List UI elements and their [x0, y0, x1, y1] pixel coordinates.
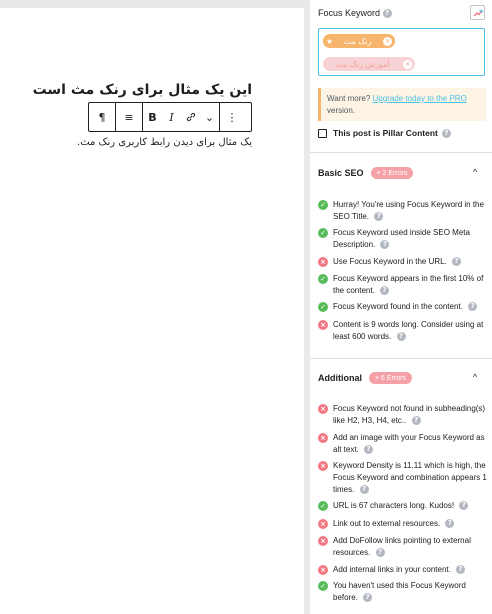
block-toolbar [88, 102, 252, 132]
check-item [318, 319, 490, 343]
focus-keyword-label: Focus Keyword [318, 8, 381, 18]
check-item-body [333, 199, 490, 223]
help-icon[interactable]: ? [456, 565, 465, 574]
link-icon[interactable] [181, 103, 200, 131]
help-icon[interactable]: ? [380, 286, 389, 295]
check-item-body [333, 319, 490, 343]
check-item [318, 273, 490, 297]
check-item-text: Use Focus Keyword in the URL. [333, 257, 447, 266]
post-title[interactable]: این یک مثال برای رنک مث است [32, 82, 252, 98]
error-count-badge: × 6 Errors [369, 372, 412, 384]
check-item-body [333, 564, 490, 576]
help-icon[interactable]: ? [452, 257, 461, 266]
help-icon[interactable]: ? [376, 548, 385, 557]
check-fail-icon: × [318, 536, 328, 546]
help-icon[interactable]: ? [364, 445, 373, 454]
help-icon[interactable]: ? [363, 593, 372, 602]
check-item-text: Add internal links in your content. [333, 565, 451, 574]
check-fail-icon: × [318, 257, 328, 267]
upgrade-notice [318, 88, 486, 121]
check-fail-icon: × [318, 320, 328, 330]
check-item-text: Focus Keyword appears in the first 10% of the content. [333, 274, 484, 295]
help-icon[interactable]: ? [442, 129, 451, 138]
check-item [318, 518, 490, 530]
focus-keyword-heading [318, 8, 392, 18]
check-pass-icon: ✓ [318, 581, 328, 591]
align-icon[interactable]: ≡ [124, 110, 134, 124]
check-item-text: Add DoFollow links pointing to external resources. [333, 536, 471, 557]
check-item-text: Focus Keyword not found in subheading(s) like H2, H3, H4, etc.. [333, 404, 486, 425]
check-fail-icon: × [318, 519, 328, 529]
paragraph-icon[interactable]: ¶ [98, 110, 106, 124]
check-pass-icon: ✓ [318, 274, 328, 284]
keyword-chip-primary[interactable] [323, 34, 395, 48]
check-item-body [333, 518, 490, 530]
upsell-suffix: version. [327, 106, 356, 115]
additional-header[interactable] [318, 372, 412, 384]
check-item-body [333, 273, 490, 297]
keyword-chip-label: آموزش رنک مث [335, 59, 390, 69]
check-item [318, 403, 490, 427]
help-icon[interactable]: ? [412, 416, 421, 425]
check-item-text: You haven't used this Focus Keyword before. [333, 581, 466, 602]
star-icon[interactable]: ★ [326, 36, 334, 46]
check-item [318, 199, 490, 223]
upgrade-pro-link[interactable]: Upgrade today to the PRO [372, 94, 467, 103]
check-item [318, 500, 490, 512]
help-icon[interactable]: ? [397, 332, 406, 341]
check-item-body [333, 227, 490, 251]
check-fail-icon: × [318, 461, 328, 471]
help-icon[interactable]: ? [459, 501, 468, 510]
check-item-text: Focus Keyword found in the content. [333, 302, 463, 311]
check-item-text: Focus Keyword used inside SEO Meta Description. [333, 228, 470, 249]
check-item-text: URL is 67 characters long. Kudos! [333, 501, 455, 510]
chevron-up-icon[interactable]: ^ [473, 372, 478, 382]
basic-seo-header[interactable] [318, 167, 413, 179]
error-count-badge: × 2 Errors [371, 167, 414, 179]
check-pass-icon: ✓ [318, 228, 328, 238]
help-icon[interactable]: ? [383, 9, 392, 18]
kebab-menu-icon[interactable]: ⋮ [226, 110, 238, 124]
help-icon[interactable]: ? [445, 519, 454, 528]
check-item-text: Content is 9 words long. Consider using at least 600 words. [333, 320, 484, 341]
basic-seo-title: Basic SEO [318, 168, 364, 178]
check-item-text: Add an image with your Focus Keyword as alt text. [333, 433, 485, 454]
more-options-icon[interactable]: ⌄ [204, 110, 215, 124]
check-item-body [333, 460, 490, 496]
check-item [318, 535, 490, 559]
check-item-body [333, 535, 490, 559]
chevron-up-icon[interactable]: ^ [473, 167, 478, 177]
check-item [318, 432, 490, 456]
check-item-text: Link out to external resources. [333, 519, 441, 528]
pillar-content-checkbox[interactable] [318, 129, 327, 138]
bold-icon[interactable]: B [148, 110, 157, 124]
check-item-body [333, 403, 490, 427]
help-icon[interactable]: ? [360, 485, 369, 494]
focus-keyword-input[interactable] [318, 28, 485, 76]
help-icon[interactable]: ? [380, 240, 389, 249]
pillar-content-option[interactable] [318, 128, 451, 138]
check-pass-icon: ✓ [318, 302, 328, 312]
check-item-body [333, 432, 490, 456]
section-divider [310, 152, 492, 153]
check-item-body [333, 580, 490, 604]
editor-canvas [0, 8, 304, 614]
check-item [318, 460, 490, 496]
check-fail-icon: × [318, 433, 328, 443]
check-item [318, 301, 490, 313]
remove-keyword-icon[interactable]: × [404, 59, 411, 68]
check-item [318, 580, 490, 604]
help-icon[interactable]: ? [374, 212, 383, 221]
additional-title: Additional [318, 373, 362, 383]
italic-icon[interactable]: I [169, 110, 174, 124]
check-pass-icon: ✓ [318, 501, 328, 511]
upsell-prefix: Want more? [327, 94, 373, 103]
remove-keyword-icon[interactable]: × [384, 36, 391, 45]
check-item-body [333, 301, 490, 313]
help-icon[interactable]: ? [468, 302, 477, 311]
trends-tool-button[interactable] [470, 5, 485, 20]
check-item-text: Keyword Density is 11.11 which is high, the Focus Keyword and combination appears 1 times. [333, 461, 487, 494]
trend-up-icon [473, 9, 483, 17]
check-item-text: Hurray! You're using Focus Keyword in the SEO Title. [333, 200, 484, 221]
check-item [318, 564, 490, 576]
check-item-body [333, 500, 490, 512]
check-fail-icon: × [318, 404, 328, 414]
keyword-chip-label: رنک مث [343, 36, 372, 46]
rank-math-sidebar [310, 0, 492, 614]
post-paragraph[interactable]: یک مثال برای دیدن رابط کاربری رنک مث. [77, 137, 252, 148]
check-pass-icon: ✓ [318, 200, 328, 210]
check-fail-icon: × [318, 565, 328, 575]
keyword-chip-secondary[interactable] [323, 57, 415, 71]
check-item-body [333, 256, 490, 268]
section-divider [310, 358, 492, 359]
pillar-content-label: This post is Pillar Content [333, 128, 438, 138]
check-item [318, 227, 490, 251]
check-item [318, 256, 490, 268]
